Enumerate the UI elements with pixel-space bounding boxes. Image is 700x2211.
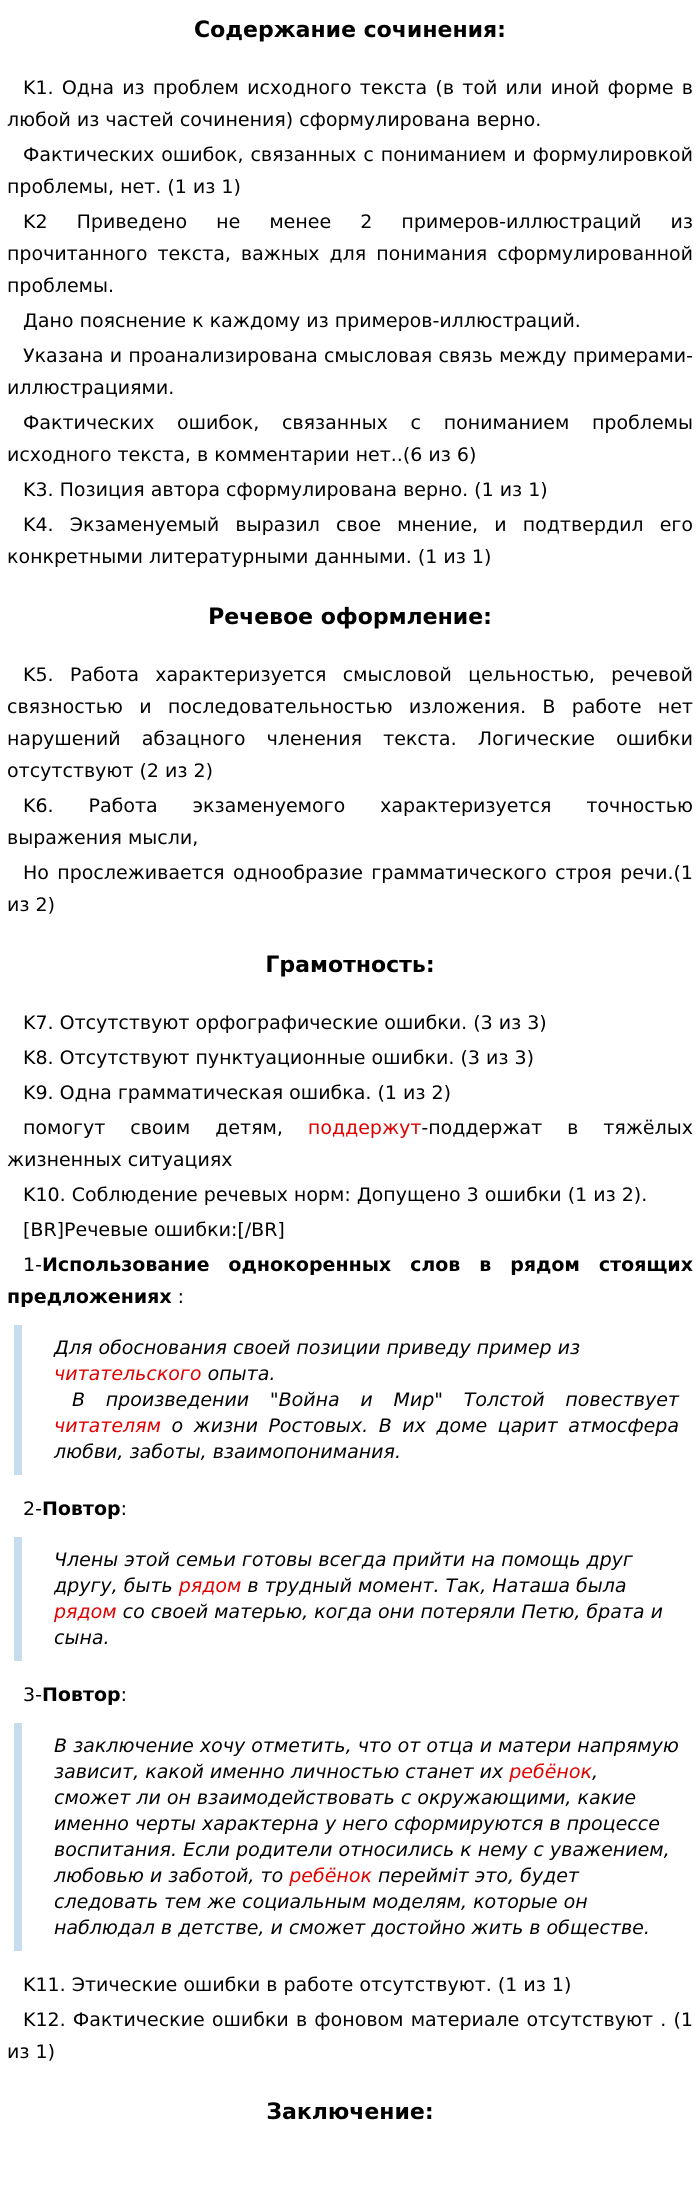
- error-word: рядом: [54, 1601, 117, 1623]
- criterion-k1: K1. Одна из проблем исходного текста (в той или иной форме в любой из частей сочинения) сформулирована верно.: [7, 77, 693, 131]
- criterion-k4: K4. Экзаменуемый выразил свое мнение, и подтвердил его конкретными литературными данными. (1 из 1): [7, 514, 693, 568]
- error-word: ребёнок: [509, 1761, 592, 1783]
- example-before: помогут своим детям,: [23, 1117, 308, 1139]
- criterion-k2-note-3: Фактических ошибок, связанных с пониманием проблемы исходного текста, в комментарии нет..(6 из 6): [7, 412, 693, 466]
- criterion-k10: K10. Соблюдение речевых норм: Допущено 3 ошибки (1 из 2).: [23, 1184, 648, 1206]
- criterion-k6: K6. Работа экзаменуемого характеризуется точностью выражения мысли,: [7, 795, 693, 849]
- error-1-quote: Для обоснования своей позиции приведу пример из читательского опыта. В произведении "Война и Мир" Толстой повествует читателям о жизни Ростовых. В их доме царит атмосфера любви, заботы, взаимопонимания.: [14, 1325, 693, 1475]
- error-word: рядом: [178, 1575, 242, 1597]
- criterion-k12: K12. Фактические ошибки в фоновом материале отсутствуют . (1 из 1): [7, 2009, 693, 2063]
- criterion-k3: K3. Позиция автора сформулирована верно. (1 из 1): [23, 479, 548, 501]
- content-section-title: Содержание сочинения:: [194, 18, 506, 43]
- criterion-k2-note-2: Указана и проанализирована смысловая связь между примерами-иллюстрациями.: [7, 345, 693, 399]
- error-3-heading: 3-Повтор:: [23, 1684, 128, 1706]
- speech-errors-label: [BR]Речевые ошибки:[/BR]: [23, 1219, 285, 1241]
- error-2-quote: Члены этой семьи готовы всегда прийти на помощь друг другу, быть рядом в трудный момент. Так, Наташа была рядом со своей матерью, когда они потеряли Петю, брата и сына.: [14, 1537, 693, 1661]
- error-2-heading: 2-Повтор:: [23, 1498, 128, 1520]
- criterion-k6-note: Но прослеживается однообразие грамматического строя речи.(1 из 2): [7, 862, 693, 916]
- criterion-k2-note-1: Дано пояснение к каждому из примеров-иллюстраций.: [23, 310, 581, 332]
- criterion-k1-note: Фактических ошибок, связанных с пониманием и формулировкой проблемы, нет. (1 из 1): [7, 144, 693, 198]
- criterion-k9: K9. Одна грамматическая ошибка. (1 из 2): [23, 1082, 451, 1104]
- speech-section-title: Речевое оформление:: [208, 605, 492, 630]
- conclusion-section-title: Заключение:: [266, 2100, 434, 2125]
- criterion-k11: K11. Этические ошибки в работе отсутствуют. (1 из 1): [23, 1974, 572, 1996]
- criterion-k8: K8. Отсутствуют пунктуационные ошибки. (3 из 3): [23, 1047, 534, 1069]
- error-word: поддержут: [307, 1117, 422, 1139]
- criterion-k9-example: [7, 1112, 693, 1176]
- error-word: читательского: [54, 1363, 202, 1385]
- criterion-k5: K5. Работа характеризуется смысловой цельностью, речевой связностью и последовательностью изложения. В работе нет нарушений абзацного членения текста. Логические ошибки отсутствуют (2 из 2): [7, 664, 693, 782]
- error-3-title: Повтор: [41, 1684, 121, 1706]
- criterion-k7: K7. Отсутствуют орфографические ошибки. (3 из 3): [23, 1012, 547, 1034]
- literacy-section-title: Грамотность:: [265, 953, 435, 978]
- error-2-title: Повтор: [41, 1498, 121, 1520]
- example-after: -поддержат в тяжёлых жизненных ситуациях: [7, 1117, 693, 1171]
- error-3-quote: В заключение хочу отметить, что от отца и матери напрямую зависит, какой именно личностью станет их ребёнок, сможет ли он взаимодействовать с окружающими, какие именно черты характерна у него сформируются в процессе воспитания. Если родители относились к нему с уважением, любовью и заботой, то ребёнок перейміт это, будет следовать тем же социальным моделям, которые он наблюдал в детстве, и сможет достойно жить в обществе.: [14, 1723, 693, 1951]
- error-word: читателям: [54, 1415, 161, 1437]
- error-1-heading: 1-Использование однокоренных слов в рядом стоящих предложениях :: [7, 1254, 693, 1308]
- criterion-k2: K2 Приведено не менее 2 примеров-иллюстраций из прочитанного текста, важных для понимания сформулированной проблемы.: [7, 211, 693, 297]
- error-word: ребёнок: [289, 1865, 372, 1887]
- error-1-title: Использование однокоренных слов в рядом стоящих предложениях: [7, 1254, 693, 1308]
